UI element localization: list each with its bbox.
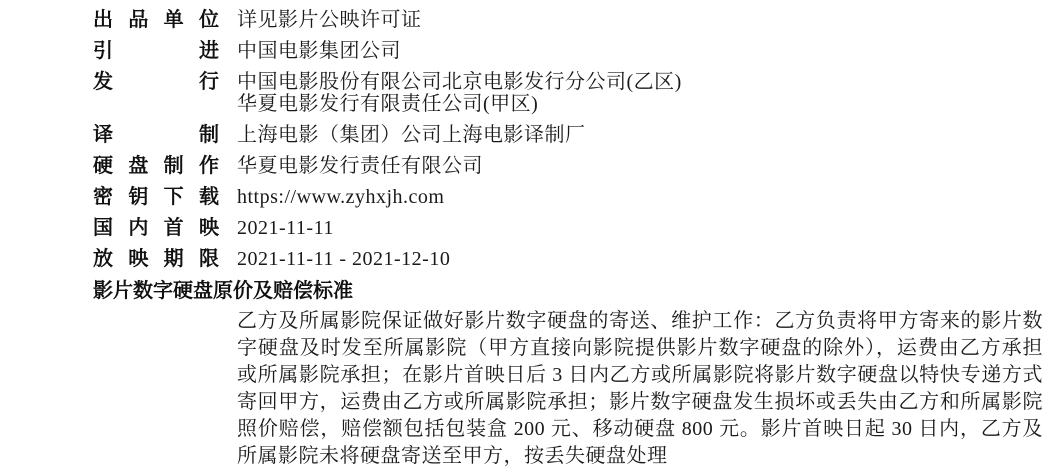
- info-row-key-download: [93, 186, 1040, 208]
- distributor-value-line-2: 华夏电影发行有限责任公司(甲区): [237, 93, 539, 115]
- compensation-standard-body: 乙方及所属影院保证做好影片数字硬盘的寄送、维护工作：乙方负责将甲方寄来的影片数字硬盘及时发至所属影院（甲方直接向影院提供影片数字硬盘的除外），运费由乙方承担或所属影院承担；在影片首映日后 3 日内乙方或所属影院将影片数字硬盘以特快专递方式寄回甲方，运费由乙方或所属影院承担；影片数字硬盘发生损坏或丢失由乙方和所属影院照价赔偿，赔偿额包括包装盒 200 元、移动硬盘 800 元。影片首映日起 30 日内，乙方及所属影院未将硬盘寄送至甲方，按丢失硬盘处理: [237, 310, 1043, 467]
- key-download-url: https://www.zyhxjh.com: [237, 186, 445, 208]
- info-rows: [93, 9, 1040, 270]
- info-row-importer: [93, 40, 1040, 62]
- domestic-premiere-label: 国 内 首 映: [93, 217, 219, 239]
- importer-label: 引 进: [93, 40, 219, 62]
- info-row-harddisk-production: [93, 155, 1040, 177]
- screening-period-label: 放 映 期 限: [93, 248, 219, 270]
- info-row-producer: [93, 9, 1040, 31]
- harddisk-production-label: 硬 盘 制 作: [93, 155, 219, 177]
- producer-value: 详见影片公映许可证: [237, 9, 422, 31]
- info-row-distributor: [93, 71, 1040, 115]
- distributor-label: 发 行: [93, 71, 219, 93]
- compensation-standard-heading: 影片数字硬盘原价及赔偿标准: [93, 280, 353, 302]
- distributor-value-line-1: 中国电影股份有限公司北京电影发行分公司(乙区): [237, 71, 682, 93]
- importer-value: 中国电影集团公司: [237, 40, 401, 62]
- domestic-premiere-date: 2021-11-11: [237, 217, 334, 239]
- dubbing-label: 译 制: [93, 124, 219, 146]
- info-row-domestic-premiere: [93, 217, 1040, 239]
- key-download-label: 密 钥 下 载: [93, 186, 219, 208]
- producer-label: 出 品 单 位: [93, 9, 219, 31]
- info-row-screening-period: [93, 248, 1040, 270]
- harddisk-production-value: 华夏电影发行责任有限公司: [237, 155, 483, 177]
- dubbing-value: 上海电影（集团）公司上海电影译制厂: [237, 124, 586, 146]
- info-row-dubbing: [93, 124, 1040, 146]
- screening-period-dates: 2021-11-11 - 2021-12-10: [237, 248, 451, 270]
